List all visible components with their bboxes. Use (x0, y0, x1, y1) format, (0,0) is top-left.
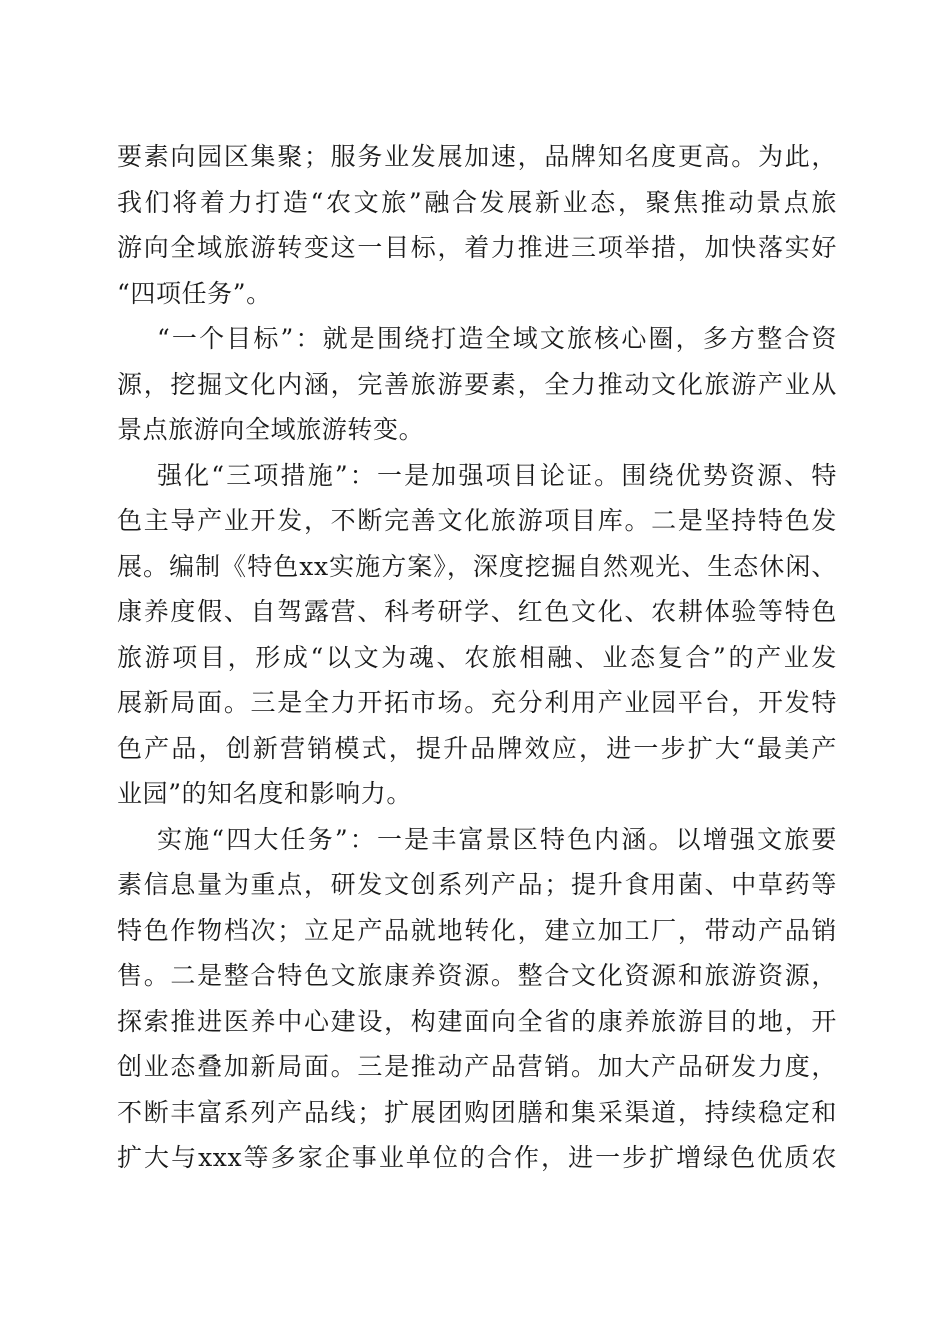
text-line: 特色作物档次；立足产品就地转化，建立加工厂，带动产品销 (117, 915, 837, 945)
text-line: 探索推进医养中心建设，构建面向全省的康养旅游目的地，开 (117, 1006, 837, 1036)
text-line: 展新局面。三是全力开拓市场。充分利用产业园平台，开发特 (117, 688, 837, 717)
document-body (117, 134, 837, 1181)
text-line: “四项任务”。 (117, 278, 272, 308)
text-line: 不断丰富系列产品线；扩展团购团膳和集采渠道，持续稳定和 (117, 1097, 837, 1127)
text-line: 色主导产业开发，不断完善文化旅游项目库。二是坚持特色发 (117, 506, 837, 535)
text-line: 展。编制《特色xx实施方案》，深度挖掘自然观光、生态休闲、 (117, 551, 837, 581)
text-line: 游向全域旅游转变这一目标，着力推进三项举措，加快落实好 (117, 233, 837, 262)
text-line: 售。二是整合特色文旅康养资源。整合文化资源和旅游资源， (117, 961, 837, 990)
text-line: 素信息量为重点，研发文创系列产品；提升食用菌、中草药等 (117, 870, 837, 899)
text-line: “一个目标”：就是围绕打造全域文旅核心圈，多方整合资 (157, 324, 837, 353)
text-line: 景点旅游向全域旅游转变。 (117, 415, 425, 444)
text-line: 要素向园区集聚；服务业发展加速，品牌知名度更高。为此， (117, 142, 837, 171)
text-line: 源，挖掘文化内涵，完善旅游要素，全力推动文化旅游产业从 (117, 369, 837, 399)
text-line: 业园”的知名度和影响力。 (117, 779, 412, 808)
text-line: 色产品，创新营销模式，提升品牌效应，进一步扩大“最美产 (117, 733, 837, 763)
text-line: 康养度假、自驾露营、科考研学、红色文化、农耕体验等特色 (117, 597, 837, 626)
text-line: 旅游项目，形成“以文为魂、农旅相融、业态复合”的产业发 (117, 642, 837, 672)
text-line: 实施“四大任务”：一是丰富景区特色内涵。以增强文旅要 (157, 824, 837, 854)
text-line: 扩大与xxx等多家企事业单位的合作，进一步扩增绿色优质农 (117, 1143, 837, 1172)
text-line: 创业态叠加新局面。三是推动产品营销。加大产品研发力度， (117, 1052, 837, 1081)
text-line: 强化“三项措施”：一是加强项目论证。围绕优势资源、特 (157, 460, 837, 490)
text-line: 我们将着力打造“农文旅”融合发展新业态，聚焦推动景点旅 (117, 187, 837, 217)
